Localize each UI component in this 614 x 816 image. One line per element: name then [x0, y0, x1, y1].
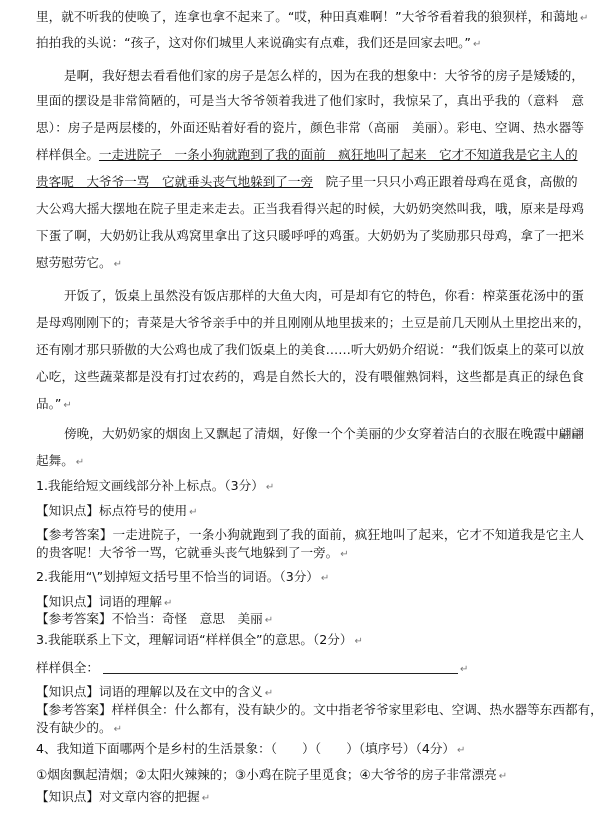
paragraph-mark-icon: ↵: [264, 615, 274, 626]
question-1-knowledge-point: 【知识点】标点符号的使用 ↵: [36, 503, 198, 518]
para3-line2: 是母鸡刚刚下的；青菜是大爷爷亲手中的并且刚刚从地里拔来的；土豆是前几天刚从土里挖出来的，: [36, 315, 591, 330]
paragraph-mark-icon: ↵: [459, 664, 469, 675]
question-1-title: 1.我能给短文画线部分补上标点。（3分） ↵: [36, 478, 275, 493]
question-2-answer: 【参考答案】不恰当：奇怪 意思 美丽 ↵: [36, 611, 274, 626]
para2-line1: 是啊，我好想去看看他们家的房子是怎么样的，因为在我的想象中：大爷爷的房子是矮矮的，: [64, 68, 584, 83]
para3-line3: 还有刚才那只骄傲的大公鸡也成了我们饭桌上的美食……听大奶奶介绍说：“我们饭桌上的菜可以放: [36, 342, 585, 357]
answer-blank[interactable]: [103, 661, 458, 674]
paragraph-mark-icon: ↵: [457, 745, 466, 756]
question-3-blank-line: 样样俱全： ↵: [36, 660, 469, 675]
paragraph-mark-icon: ↵: [265, 482, 275, 493]
question-4-options: ①烟囱飘起清烟；②太阳火辣辣的；③小鸡在院子里觅食；④大爷爷的房子非常漂亮 ↵: [36, 767, 508, 782]
paragraph-mark-icon: ↵: [113, 724, 122, 735]
para4-line1: 傍晚，大奶奶家的烟囱上又飘起了清烟，好像一个个美丽的少女穿着洁白的衣服在晚霞中翩翩: [64, 426, 584, 441]
question-3-title: 3.我能联系上下文，理解词语“样样俱全”的意思。（2分） ↵: [36, 632, 363, 647]
question-3-answer-line1: 【参考答案】样样俱全：什么都有，没有缺少的。文中指老爷爷家里彩电、空调、热水器等东西都有，: [36, 702, 603, 717]
question-4-knowledge-point: 【知识点】对文章内容的把握 ↵: [36, 789, 211, 804]
para2-line4: 样样俱全。一走进院子 一条小狗就跑到了我的面前 疯狂地叫了起来 它才不知道我是它主人的: [36, 147, 578, 162]
underlined-passage: 一走进院子 一条小狗就跑到了我的面前 疯狂地叫了起来 它才不知道我是它主人的: [98, 147, 578, 162]
para2-line7: 下蛋了啊，大奶奶让我从鸡窝里拿出了这只暖呼呼的鸡蛋。大奶奶为了奖励那只母鸡，拿了一把米: [36, 228, 584, 243]
para2-line8: 慰劳慰劳它。 ↵: [36, 255, 122, 270]
para3-line1: 开饭了，饭桌上虽然没有饭店那样的大鱼大肉，可是却有它的特色，你看：榨菜蛋花汤中的蛋: [64, 288, 584, 303]
paragraph-mark-icon: ↵: [113, 259, 122, 270]
paragraph-mark-icon: ↵: [201, 793, 211, 804]
question-4-title: 4、我知道下面哪两个是乡村的生活景象：（ ）（ ）（填序号）（4分） ↵: [36, 741, 466, 756]
para1-line1: 里，就不听我的使唤了，连拿也拿不起来了。“哎，种田真难啊！”大爷爷看着我的狼狈样，和蔼地 ↵: [36, 9, 589, 24]
paragraph-mark-icon: ↵: [320, 573, 330, 584]
para2-line6: 大公鸡大摇大摆地在院子里走来走去。正当我看得兴起的时候，大奶奶突然叫我，哦，原来是母鸡: [36, 201, 584, 216]
paragraph-mark-icon: ↵: [498, 771, 508, 782]
para2-line2: 里面的摆设是非常简陋的，可是当大爷爷领着我进了他们家时，我惊呆了，真出乎我的（意料 意: [36, 93, 584, 108]
question-1-answer-line1: 【参考答案】一走进院子，一条小狗就跑到了我的面前，疯狂地叫了起来，它才不知道我是它主人: [36, 527, 584, 542]
paragraph-mark-icon: ↵: [354, 636, 363, 647]
paragraph-mark-icon: ↵: [580, 13, 589, 24]
paragraph-mark-icon: ↵: [189, 507, 198, 518]
paragraph-mark-icon: ↵: [75, 457, 85, 468]
question-2-knowledge-point: 【知识点】词语的理解 ↵: [36, 594, 173, 609]
paragraph-mark-icon: ↵: [63, 400, 72, 411]
para1-line2: 拍拍我的头说：“孩子，这对你们城里人来说确实有点难，我们还是回家去吧。” ↵: [36, 35, 482, 50]
question-3-knowledge-point: 【知识点】词语的理解以及在文中的含义 ↵: [36, 684, 274, 699]
para3-line5: 品。” ↵: [36, 396, 72, 411]
para2-line5: 贵客呢 大爷爷一骂 它就垂头丧气地躲到了一旁 院子里一只只小鸡正跟着母鸡在觅食，高傲的: [36, 174, 578, 189]
question-3-answer-line2: 没有缺少的。 ↵: [36, 720, 122, 735]
paragraph-mark-icon: ↵: [163, 598, 173, 609]
para2-line3: 思）：房子是两层楼的，外面还贴着好看的瓷片，颜色非常（高丽 美丽）。彩电、空调、热水器等: [36, 120, 584, 135]
question-1-answer-line2: 的贵客呢！大爷爷一骂，它就垂头丧气地躲到了一旁。 ↵: [36, 545, 349, 560]
para4-line2: 起舞。 ↵: [36, 453, 85, 468]
paragraph-mark-icon: ↵: [340, 549, 349, 560]
paragraph-mark-icon: ↵: [472, 39, 482, 50]
question-2-title: 2.我能用“\”划掉短文括号里不恰当的词语。（3分） ↵: [36, 569, 330, 584]
paragraph-mark-icon: ↵: [264, 688, 274, 699]
para3-line4: 心吃，这些蔬菜都是没有打过农药的，鸡是自然长大的，没有喂催熟饲料，这些都是真正的绿色食: [36, 369, 584, 384]
underlined-passage: 贵客呢 大爷爷一骂 它就垂头丧气地躲到了一旁: [36, 174, 314, 189]
